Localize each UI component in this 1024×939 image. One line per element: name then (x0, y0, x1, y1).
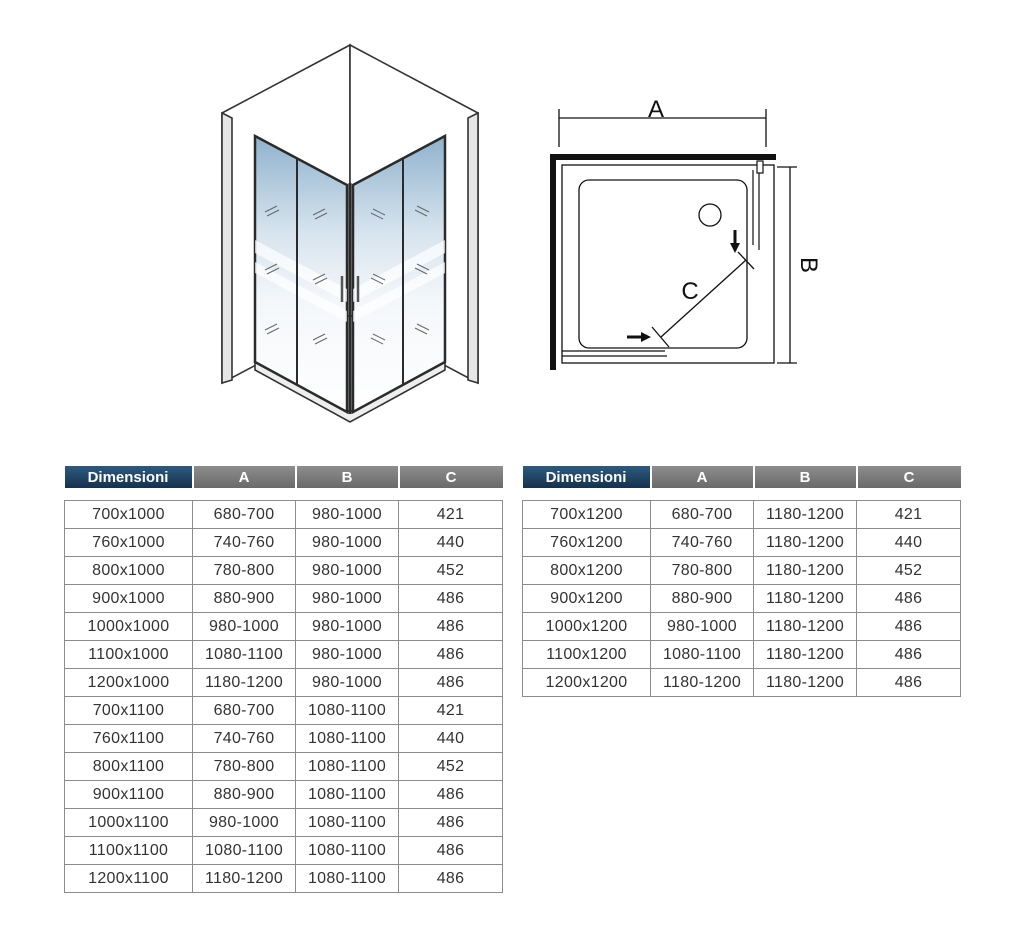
dimension-cell: 700x1200 (523, 501, 651, 529)
table-body (65, 488, 503, 893)
b-value-cell: 1180-1200 (754, 501, 857, 529)
header-b: B (296, 466, 399, 488)
dimension-cell: 1200x1100 (65, 865, 193, 893)
table-row (523, 529, 961, 557)
a-value-cell: 780-800 (193, 557, 296, 585)
c-value-cell: 440 (399, 529, 503, 557)
a-value-cell: 740-760 (193, 529, 296, 557)
header-c: C (857, 466, 961, 488)
c-value-cell: 486 (857, 613, 961, 641)
dimension-a-label: A (647, 96, 665, 123)
b-value-cell: 1080-1100 (296, 781, 399, 809)
c-value-cell: 421 (399, 697, 503, 725)
dimension-cell: 800x1000 (65, 557, 193, 585)
header-dimensioni: Dimensioni (523, 466, 651, 488)
table-row (65, 725, 503, 753)
c-value-cell: 486 (399, 837, 503, 865)
table-row (65, 753, 503, 781)
a-value-cell: 740-760 (651, 529, 754, 557)
table-row (65, 529, 503, 557)
c-value-cell: 440 (399, 725, 503, 753)
table-row (523, 641, 961, 669)
c-value-cell: 486 (399, 865, 503, 893)
a-value-cell: 1180-1200 (193, 865, 296, 893)
b-value-cell: 980-1000 (296, 641, 399, 669)
table-row (65, 781, 503, 809)
header-a: A (193, 466, 296, 488)
c-value-cell: 440 (857, 529, 961, 557)
c-value-cell: 486 (857, 669, 961, 697)
header-a: A (651, 466, 754, 488)
b-value-cell: 1080-1100 (296, 809, 399, 837)
b-value-cell: 1080-1100 (296, 753, 399, 781)
dimension-cell: 1100x1100 (65, 837, 193, 865)
table-row (523, 501, 961, 529)
dimension-cell: 1100x1200 (523, 641, 651, 669)
dimension-b-label: B (795, 256, 822, 274)
dimension-cell: 800x1100 (65, 753, 193, 781)
c-value-cell: 452 (857, 557, 961, 585)
dimension-cell: 760x1000 (65, 529, 193, 557)
dimension-cell: 700x1100 (65, 697, 193, 725)
a-value-cell: 980-1000 (651, 613, 754, 641)
dimension-cell: 700x1000 (65, 501, 193, 529)
a-value-cell: 1180-1200 (193, 669, 296, 697)
c-value-cell: 486 (399, 781, 503, 809)
header-b: B (754, 466, 857, 488)
a-value-cell: 880-900 (651, 585, 754, 613)
a-value-cell: 740-760 (193, 725, 296, 753)
table-header-row (523, 466, 961, 488)
table-row (65, 669, 503, 697)
dimension-cell: 900x1100 (65, 781, 193, 809)
dimension-cell: 1200x1200 (523, 669, 651, 697)
c-value-cell: 486 (399, 809, 503, 837)
table-row (65, 585, 503, 613)
dimension-cell: 1000x1100 (65, 809, 193, 837)
b-value-cell: 1180-1200 (754, 585, 857, 613)
dimensions-table-left (64, 466, 503, 893)
dimension-cell: 1000x1200 (523, 613, 651, 641)
dimension-cell: 1100x1000 (65, 641, 193, 669)
b-value-cell: 980-1000 (296, 557, 399, 585)
a-value-cell: 980-1000 (193, 613, 296, 641)
a-value-cell: 880-900 (193, 585, 296, 613)
top-view-plan-diagram (535, 85, 825, 385)
c-value-cell: 452 (399, 557, 503, 585)
c-value-cell: 486 (399, 669, 503, 697)
sliding-door-rails (562, 161, 763, 356)
a-value-cell: 680-700 (193, 501, 296, 529)
dimension-c-label: C (681, 278, 699, 305)
c-value-cell: 421 (399, 501, 503, 529)
c-value-cell: 486 (399, 613, 503, 641)
dimension-cell: 900x1200 (523, 585, 651, 613)
dimension-cell: 760x1200 (523, 529, 651, 557)
table-row (65, 641, 503, 669)
table-row (523, 557, 961, 585)
dimension-cell: 1000x1000 (65, 613, 193, 641)
b-value-cell: 1080-1100 (296, 697, 399, 725)
b-value-cell: 980-1000 (296, 501, 399, 529)
c-value-cell: 452 (399, 753, 503, 781)
b-value-cell: 1180-1200 (754, 557, 857, 585)
shower-enclosure-illustration (205, 40, 495, 430)
c-value-cell: 421 (857, 501, 961, 529)
b-value-cell: 1180-1200 (754, 641, 857, 669)
b-value-cell: 1080-1100 (296, 837, 399, 865)
table-header-row (65, 466, 503, 488)
dimensions-table-right (522, 466, 961, 697)
dimension-cell: 900x1000 (65, 585, 193, 613)
b-value-cell: 1080-1100 (296, 865, 399, 893)
table-row (523, 613, 961, 641)
header-c: C (399, 466, 503, 488)
b-value-cell: 980-1000 (296, 669, 399, 697)
a-value-cell: 980-1000 (193, 809, 296, 837)
dimension-b-line (777, 167, 797, 363)
dimension-c-line (652, 252, 754, 347)
b-value-cell: 1180-1200 (754, 613, 857, 641)
table-row (523, 669, 961, 697)
table-row (65, 837, 503, 865)
b-value-cell: 1080-1100 (296, 725, 399, 753)
table-row (65, 865, 503, 893)
a-value-cell: 1180-1200 (651, 669, 754, 697)
table-body (523, 488, 961, 697)
drain-icon (699, 204, 721, 226)
table-row (65, 809, 503, 837)
b-value-cell: 980-1000 (296, 529, 399, 557)
header-dimensioni: Dimensioni (65, 466, 193, 488)
a-value-cell: 880-900 (193, 781, 296, 809)
dimension-cell: 760x1100 (65, 725, 193, 753)
c-value-cell: 486 (857, 585, 961, 613)
b-value-cell: 980-1000 (296, 613, 399, 641)
table-row (65, 697, 503, 725)
a-value-cell: 680-700 (193, 697, 296, 725)
c-value-cell: 486 (399, 585, 503, 613)
dimension-cell: 800x1200 (523, 557, 651, 585)
a-value-cell: 680-700 (651, 501, 754, 529)
dimension-cell: 1200x1000 (65, 669, 193, 697)
a-value-cell: 1080-1100 (651, 641, 754, 669)
b-value-cell: 1180-1200 (754, 529, 857, 557)
table-row (65, 557, 503, 585)
a-value-cell: 1080-1100 (193, 837, 296, 865)
c-value-cell: 486 (857, 641, 961, 669)
a-value-cell: 1080-1100 (193, 641, 296, 669)
c-value-cell: 486 (399, 641, 503, 669)
a-value-cell: 780-800 (651, 557, 754, 585)
table-row (65, 501, 503, 529)
b-value-cell: 980-1000 (296, 585, 399, 613)
b-value-cell: 1180-1200 (754, 669, 857, 697)
table-row (523, 585, 961, 613)
table-row (65, 613, 503, 641)
a-value-cell: 780-800 (193, 753, 296, 781)
